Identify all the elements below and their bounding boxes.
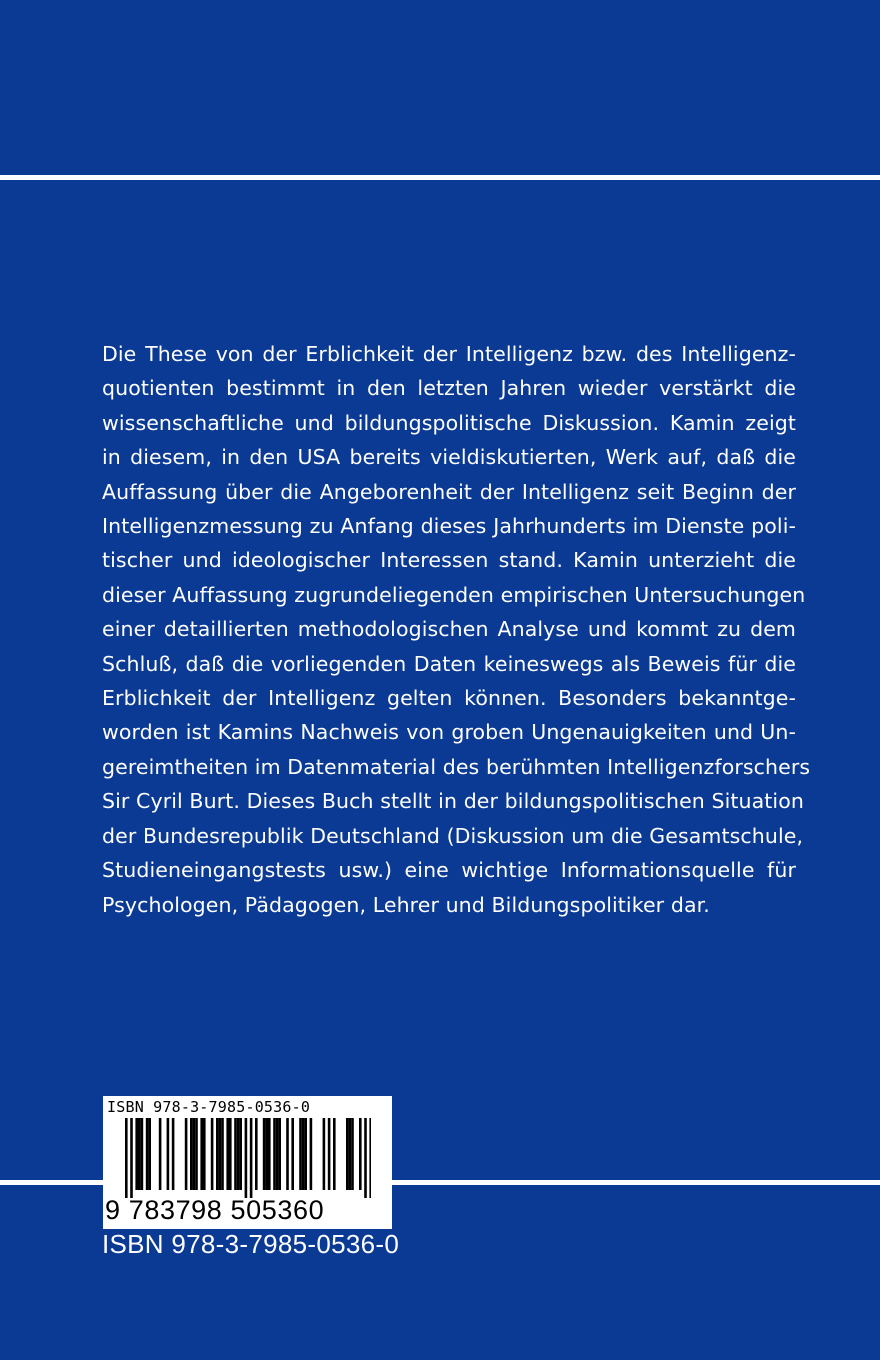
barcode-bar [125,1118,128,1198]
barcode-bar [190,1118,193,1190]
blurb-line: quotienten bestimmt in den letzten Jahren wieder verstärkt die [102,376,796,401]
blurb-line: Sir Cyril Burt. Dieses Buch stellt in der bildungspolitischen Situation [102,789,804,814]
barcode-bar [349,1118,352,1190]
barcode-bar [268,1118,271,1190]
barcode-isbn-text: ISBN 978-3-7985-0536-0 [107,1098,311,1116]
barcode-bar [250,1118,253,1198]
barcode-bar [146,1118,149,1190]
blurb-line: Intelligenzmessung zu Anfang dieses Jahrhunderts im Dienste poli- [102,514,796,539]
barcode-bar [328,1118,331,1190]
blurb-line: gereimtheiten im Datenmaterial des berühmten Intelligenzforschers [102,754,811,779]
barcode-bar [226,1118,229,1190]
barcode-bar [130,1118,133,1198]
barcode-bar [263,1118,266,1190]
isbn-line: ISBN 978-3-7985-0536-0 [102,1229,400,1259]
barcode-bar [159,1118,162,1190]
barcode-digits: 9 783798 505360 [105,1195,325,1225]
barcode-bar [278,1118,281,1190]
barcode-bar [364,1118,367,1198]
barcode-bar [234,1118,237,1190]
blurb-line: wissenschaftliche und bildungspolitische Diskussion. Kamin zeigt [102,410,796,435]
blurb-line: einer detaillierten methodologischen Analyse und kommt zu dem [102,617,796,642]
back-cover-blurb [102,337,811,922]
barcode-bar [291,1118,294,1190]
barcode-bar [195,1118,198,1190]
blurb-line: dieser Auffassung zugrundeliegenden empirischen Untersuchungen [102,582,806,607]
barcode-bar [273,1118,276,1190]
barcode-bar [351,1118,354,1190]
barcode-bar [302,1118,305,1190]
barcode-bar [276,1118,279,1190]
barcode-bar [255,1118,258,1190]
barcode-bar [138,1118,141,1190]
barcode-bar [369,1118,371,1198]
barcode-bar [185,1118,188,1190]
barcode-bar [237,1118,240,1190]
barcode-bar [135,1118,138,1190]
barcode-bar [221,1118,224,1190]
barcode-bar [359,1118,362,1190]
barcode-bar [304,1118,307,1190]
barcode-bar [286,1118,289,1190]
barcode-bar [323,1118,326,1190]
top-divider-line [0,175,880,180]
blurb-line: worden ist Kamins Nachweis von groben Ungenauigkeiten und Un- [102,720,796,745]
barcode-bar [245,1118,248,1198]
blurb-line: Erblichkeit der Intelligenz gelten können. Besonders bekanntge- [102,686,796,711]
blurb-line: der Bundesrepublik Deutschland (Diskussion um die Gesamtschule, [102,823,804,848]
blurb-line: Studieneingangstests usw.) eine wichtige Informationsquelle für [102,858,796,883]
blurb-line: Schluß, daß die vorliegenden Daten keineswegs als Beweis für die [102,651,796,676]
barcode-graphic [111,1118,371,1198]
barcode-bar [219,1118,222,1190]
barcode-bar [211,1118,214,1190]
barcode-bar [310,1118,313,1190]
barcode-bar [167,1118,170,1190]
barcode-bar [193,1118,196,1190]
barcode-bar [239,1118,242,1190]
barcode-bar [203,1118,206,1190]
barcode-bar [148,1118,151,1190]
barcode-bar [172,1118,175,1190]
blurb-line: in diesem, in den USA bereits vieldiskutierten, Werk auf, daß die [102,445,796,470]
barcode-bar [229,1118,232,1190]
barcode-bar [141,1118,144,1190]
barcode-bar [216,1118,219,1190]
blurb-line: Psychologen, Pädagogen, Lehrer und Bildungspolitiker dar. [102,892,710,917]
barcode-bar [299,1118,302,1190]
blurb-line: Auffassung über die Angeborenheit der Intelligenz seit Beginn der [102,479,796,504]
blurb-line: tischer und ideologischer Interessen stand. Kamin unterzieht die [102,548,796,573]
barcode-bar [346,1118,349,1190]
blurb-line: Die These von der Erblichkeit der Intelligenz bzw. des Intelligenz- [102,342,796,366]
barcode-bar [200,1118,203,1190]
barcode-bar [333,1118,336,1190]
barcode-label [103,1096,392,1229]
barcode-bar [265,1118,268,1190]
